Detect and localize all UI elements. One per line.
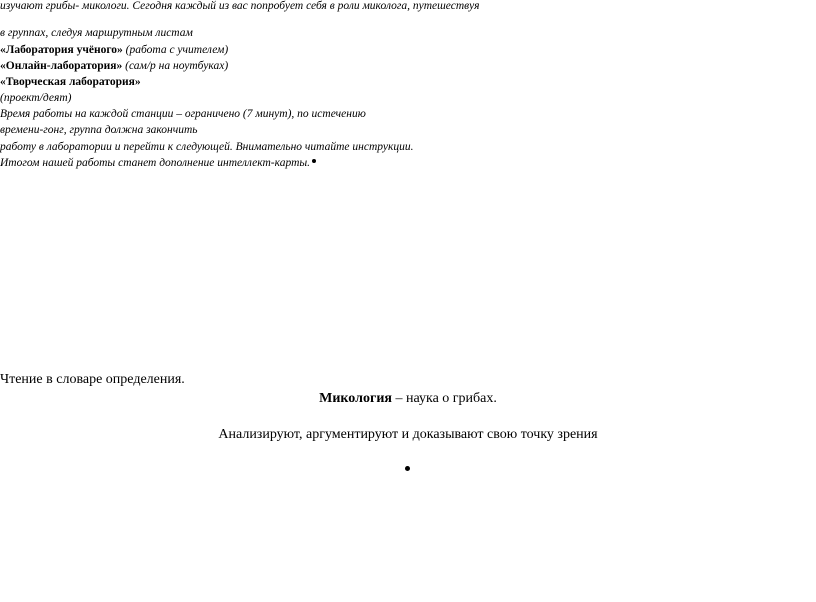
station-name-2: «Онлайн-лаборатория» bbox=[0, 60, 123, 72]
result-text: Итогом нашей работы станет дополнение интеллект-карты. bbox=[0, 157, 311, 169]
time-line-1: Время работы на каждой станции – ограничено (7 минут), по истечению bbox=[0, 108, 366, 120]
station-name-3: «Творческая лаборатория» bbox=[0, 76, 141, 88]
project-line: (проект/деят) bbox=[0, 92, 72, 104]
bullet-dot-small bbox=[312, 159, 316, 163]
station-name-1: «Лаборатория учёного» bbox=[0, 44, 123, 56]
time-line-2: времени-гонг, группа должна закончить bbox=[0, 124, 198, 136]
definition-line bbox=[0, 391, 816, 407]
station-note-1: (работа с учителем) bbox=[122, 44, 229, 56]
station-line-1 bbox=[0, 44, 228, 56]
bullet-dot bbox=[405, 466, 410, 471]
groups-line: в группах, следуя маршрутным листам bbox=[0, 27, 193, 39]
definition-rest: – наука о грибах. bbox=[391, 391, 497, 406]
station-line-3 bbox=[0, 76, 141, 88]
definition-term: Микология bbox=[319, 391, 392, 406]
time-line-3: работу в лаборатории и перейти к следующей. Внимательно читайте инструкции. bbox=[0, 141, 414, 153]
result-line bbox=[0, 157, 316, 169]
argument-line: Анализируют, аргументируют и доказывают свою точку зрения bbox=[218, 427, 598, 442]
intro-line: изучают грибы- микологи. Сегодня каждый из вас попробует себя в роли миколога, путешествуя bbox=[0, 0, 480, 12]
station-note-2: (сам/р на ноутбуках) bbox=[122, 60, 229, 72]
station-line-2 bbox=[0, 60, 228, 72]
dictionary-line: Чтение в словаре определения. bbox=[0, 372, 185, 387]
